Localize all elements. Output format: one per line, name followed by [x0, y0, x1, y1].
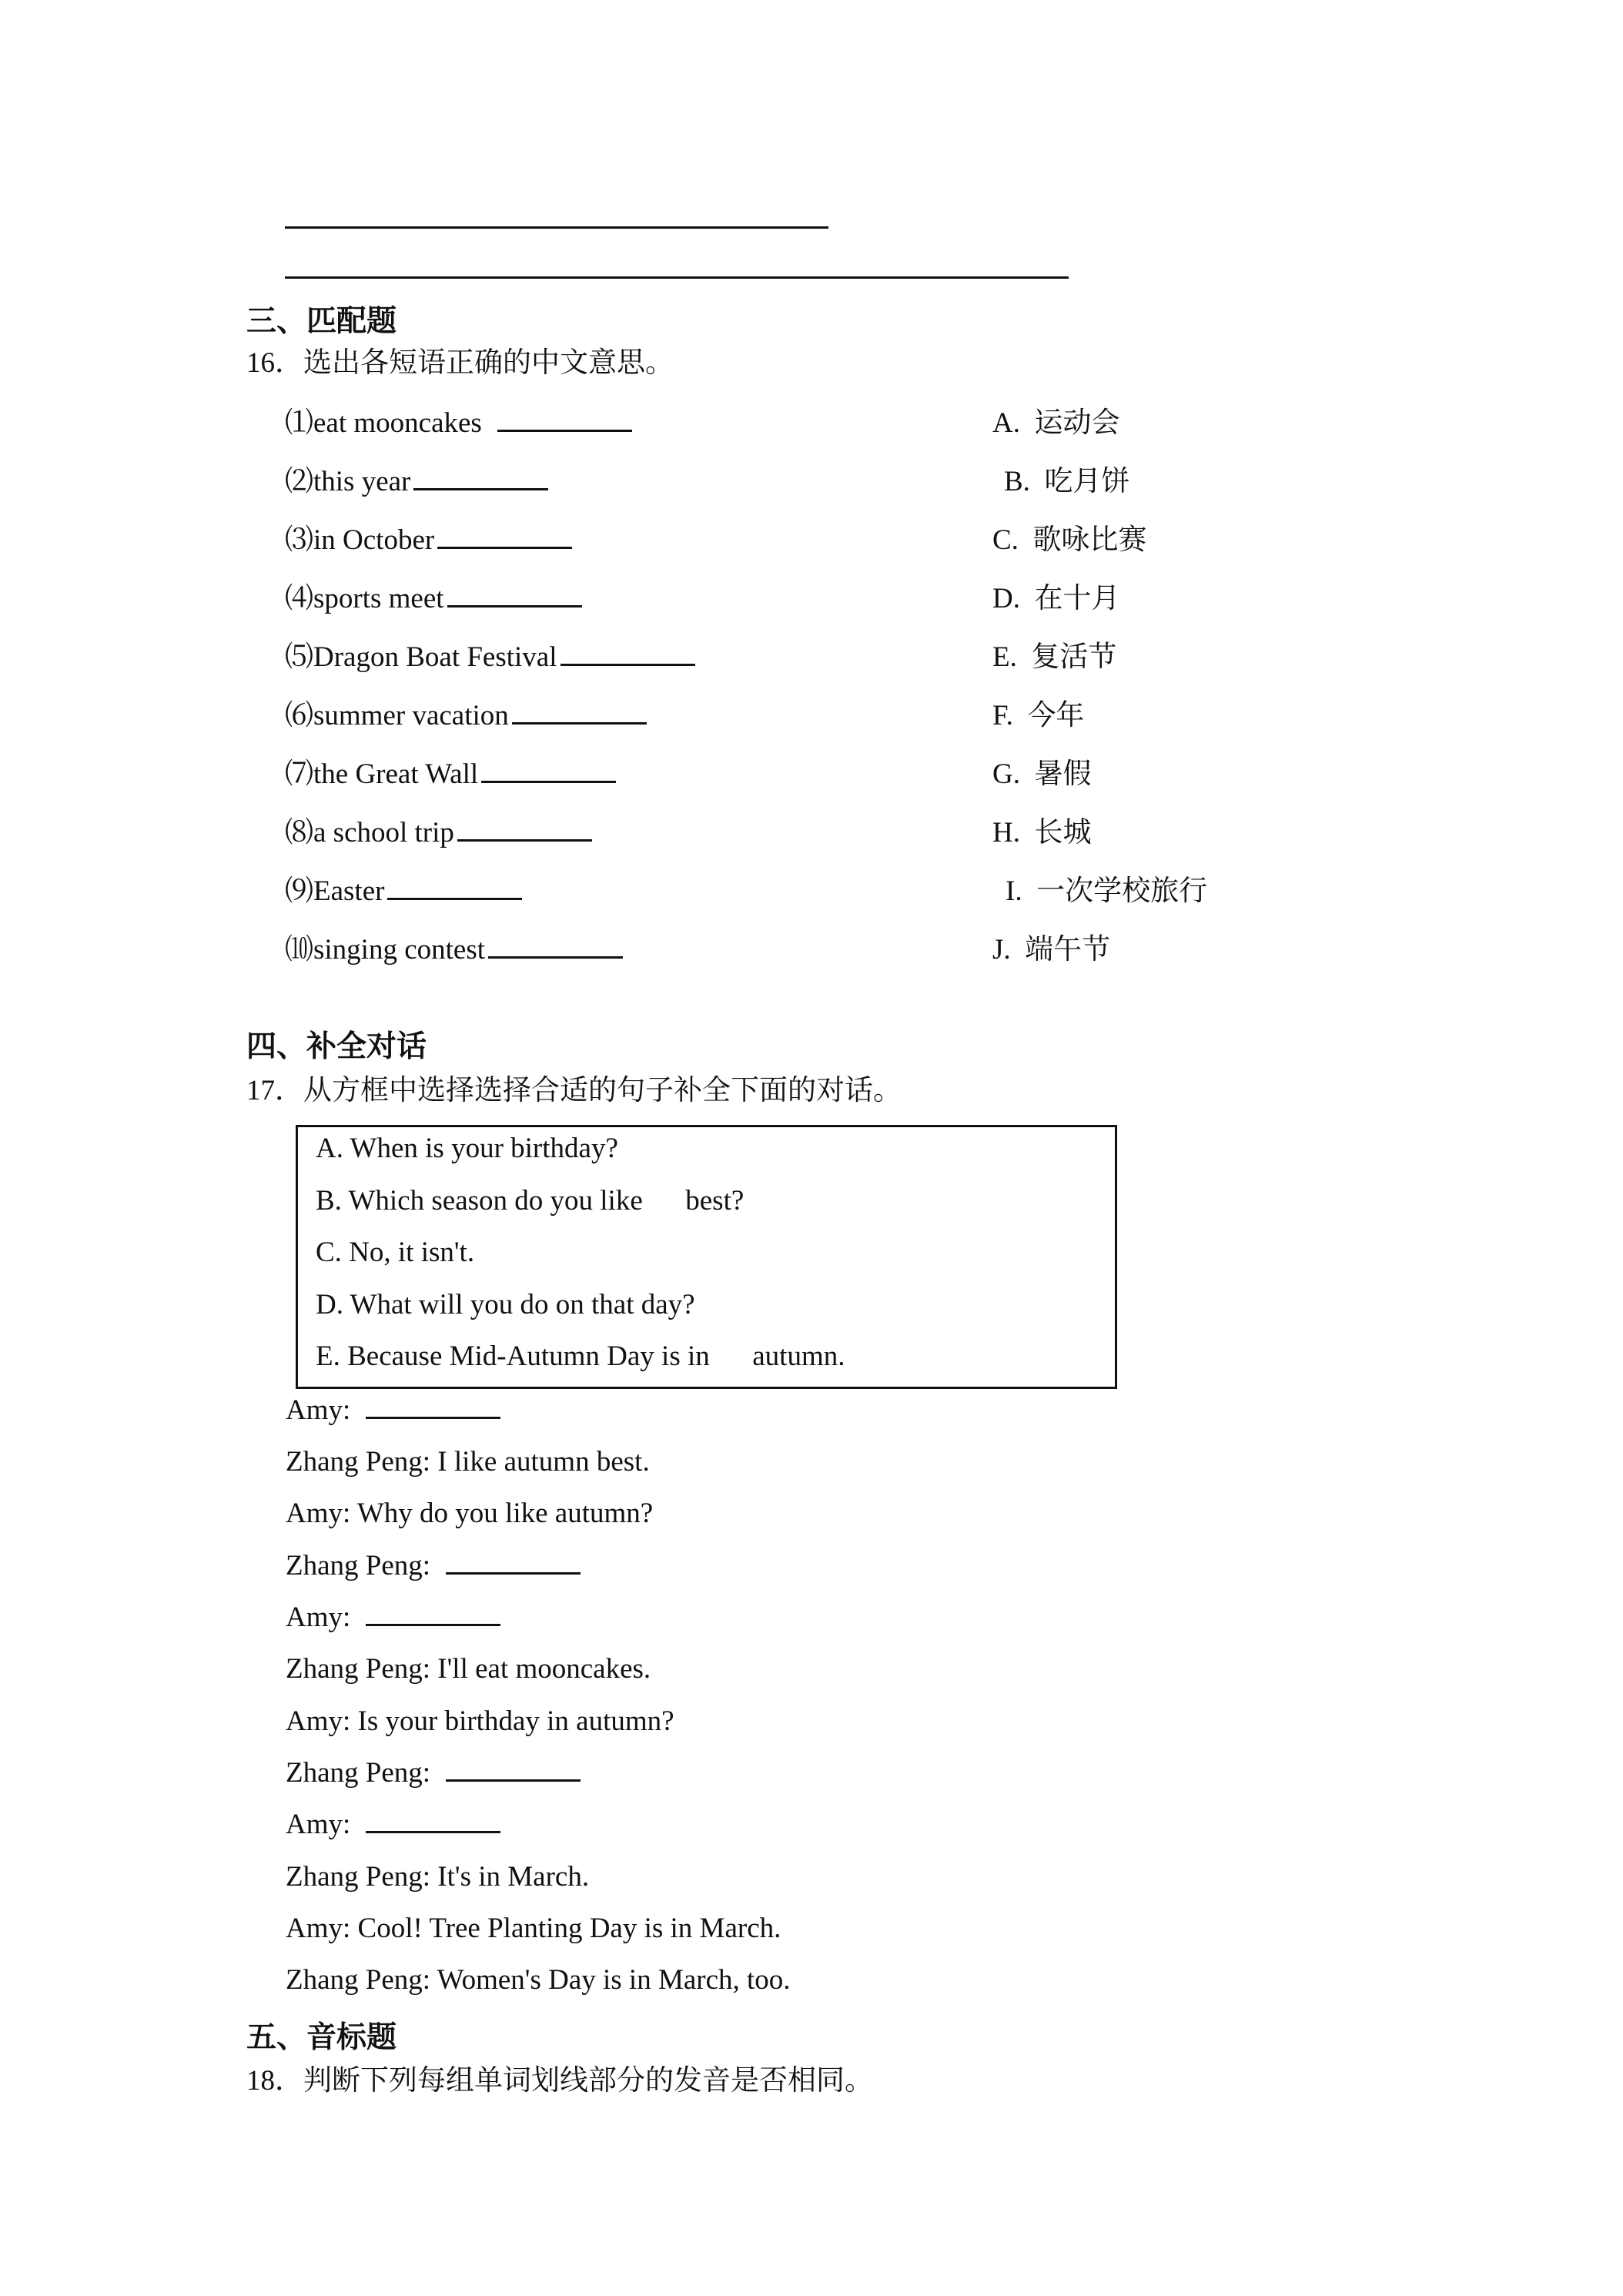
meaning-item: G. 暑假 — [992, 758, 1092, 790]
phrase-item: ⑷sports meet — [285, 574, 582, 616]
section5-heading: 五、音标题 — [246, 2020, 397, 2055]
phrase-item: ⑹summer vacation — [285, 691, 647, 733]
phrase-item: ⑼Easter — [285, 867, 522, 909]
answer-blank[interactable] — [437, 524, 572, 549]
meaning-item: C. 歌咏比赛 — [992, 524, 1147, 556]
option-a: A. When is your birthday? — [316, 1133, 618, 1164]
dialogue-line: Amy: Why do you like autumn? — [286, 1498, 654, 1529]
meaning-item: J. 端午节 — [992, 934, 1111, 966]
dialogue-line: Amy: — [286, 1394, 500, 1427]
answer-line-1 — [285, 226, 828, 229]
phrase-item: ⑵this year — [285, 457, 548, 499]
answer-blank[interactable] — [366, 1601, 500, 1626]
answer-blank[interactable] — [481, 758, 616, 783]
answer-blank[interactable] — [387, 875, 522, 900]
dialogue-line: Zhang Peng: I'll eat mooncakes. — [286, 1653, 651, 1685]
meaning-item: A. 运动会 — [992, 407, 1120, 439]
meaning-item: B. 吃月饼 — [1004, 466, 1130, 497]
section4-heading: 四、补全对话 — [246, 1029, 427, 1064]
option-b: B. Which season do you like best? — [316, 1185, 745, 1217]
dialogue-line: Zhang Peng: — [286, 1756, 581, 1789]
section3-question: 16．选出各短语正确的中文意思。 — [246, 347, 674, 379]
option-e: E. Because Mid-Autumn Day is in autumn. — [316, 1340, 845, 1372]
meaning-item: E. 复活节 — [992, 641, 1117, 673]
option-c: C. No, it isn't. — [316, 1237, 475, 1268]
dialogue-line: Amy: — [286, 1808, 500, 1841]
meaning-item: F. 今年 — [992, 700, 1085, 731]
meaning-item: I. 一次学校旅行 — [1006, 875, 1208, 907]
phrase-item: ⑽singing contest — [285, 925, 623, 967]
answer-blank[interactable] — [512, 699, 647, 725]
answer-blank[interactable] — [447, 582, 582, 607]
section3-heading: 三、匹配题 — [246, 304, 397, 339]
options-box — [296, 1125, 1117, 1389]
answer-blank[interactable] — [413, 465, 548, 490]
dialogue-line: Zhang Peng: It's in March. — [286, 1861, 590, 1893]
answer-blank[interactable] — [366, 1394, 500, 1419]
answer-blank[interactable] — [497, 407, 632, 432]
phrase-item: ⑸Dragon Boat Festival — [285, 633, 695, 674]
section5-question: 18．判断下列每组单词划线部分的发音是否相同。 — [246, 2065, 873, 2097]
answer-blank[interactable] — [366, 1808, 500, 1833]
dialogue-line: Amy: Is your birthday in autumn? — [286, 1705, 674, 1737]
dialogue-line: Zhang Peng: I like autumn best. — [286, 1446, 650, 1478]
phrase-item: ⑶in October — [285, 516, 572, 557]
answer-blank[interactable] — [446, 1756, 581, 1782]
option-d: D. What will you do on that day? — [316, 1289, 695, 1320]
phrase-item: ⑻a school trip — [285, 808, 592, 850]
answer-blank[interactable] — [561, 641, 695, 666]
dialogue-line: Zhang Peng: Women's Day is in March, too. — [286, 1964, 791, 1996]
dialogue-line: Amy: Cool! Tree Planting Day is in March. — [286, 1913, 781, 1944]
answer-blank[interactable] — [446, 1549, 581, 1575]
meaning-item: H. 长城 — [992, 817, 1092, 848]
phrase-item: ⑴eat mooncakes — [285, 399, 632, 440]
meaning-item: D. 在十月 — [992, 583, 1120, 614]
phrase-item: ⑺the Great Wall — [285, 750, 616, 792]
section4-question: 17．从方框中选择选择合适的句子补全下面的对话。 — [246, 1075, 902, 1106]
answer-blank[interactable] — [488, 933, 623, 959]
answer-blank[interactable] — [457, 816, 592, 842]
answer-line-2 — [285, 276, 1069, 279]
dialogue-line: Zhang Peng: — [286, 1549, 581, 1582]
dialogue-line: Amy: — [286, 1601, 500, 1634]
